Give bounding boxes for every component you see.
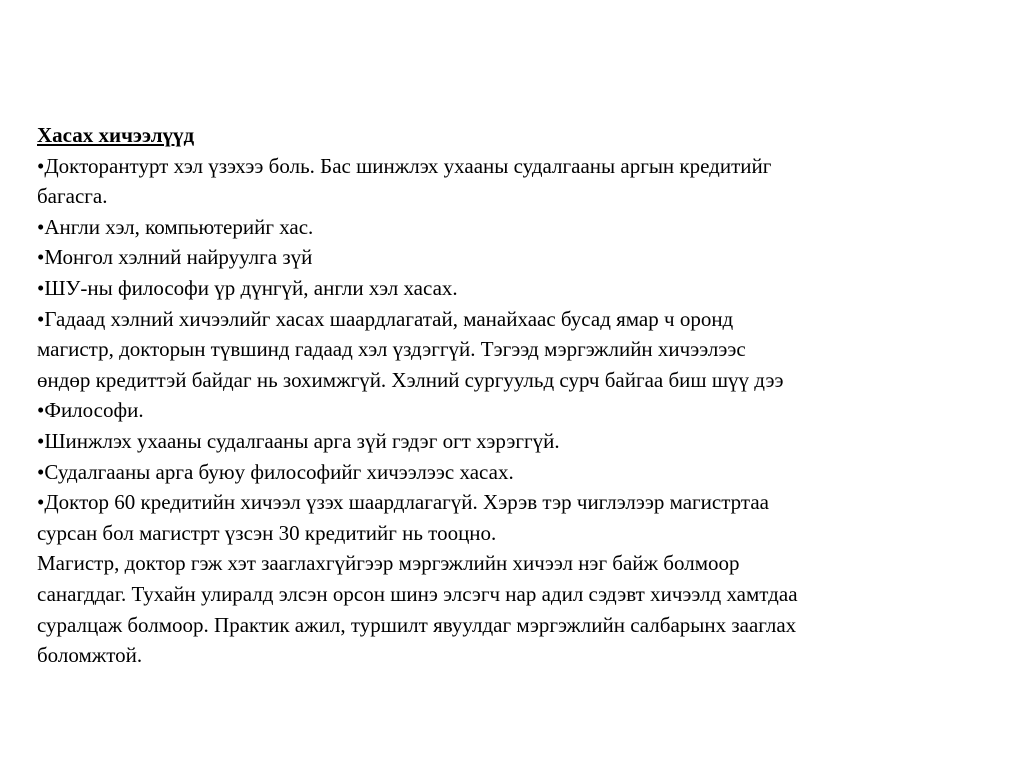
text-line: санагддаг. Тухайн улиралд элсэн орсон шинэ элсэгч нар адил сэдэвт хичээлд хамтдаа [37, 581, 798, 606]
text-line: •Шинжлэх ухааны судалгааны арга зүй гэдэг огт хэрэггүй. [37, 428, 560, 453]
text-line: •Философи. [37, 398, 144, 423]
text-line: •Гадаад хэлний хичээлийг хасах шаардлагатай, манайхаас бусад ямар ч оронд [37, 306, 734, 331]
text-line: •Доктор 60 кредитийн хичээл үзэх шаардлагагүй. Хэрэв тэр чиглэлээр магистртаа [37, 490, 769, 515]
text-line: багасга. [37, 184, 108, 209]
text-line: өндөр кредиттэй байдаг нь зохимжгүй. Хэлний сургуульд сурч байгаа биш шүү дээ [37, 367, 784, 392]
slide-heading: Хасах хичээлүүд [37, 123, 195, 147]
text-line: боломжтой. [37, 643, 143, 668]
text-line: Магистр, доктор гэж хэт зааглахгүйгээр мэргэжлийн хичээл нэг байж болмоор [37, 551, 740, 576]
text-line: •Монгол хэлний найруулга зүй [37, 245, 313, 270]
text-line: •Судалгааны арга буюу философийг хичээлээс хасах. [37, 459, 514, 484]
text-line: магистр, докторын түвшинд гадаад хэл үздэггүй. Тэгээд мэргэжлийн хичээлээс [37, 337, 746, 362]
text-block [37, 120, 997, 671]
text-line: •ШУ-ны философи үр дүнгүй, англи хэл хасах. [37, 275, 458, 300]
text-line: сурсан бол магистрт үзсэн 30 кредитийг нь тооцно. [37, 520, 497, 545]
text-line: •Англи хэл, компьютерийг хас. [37, 214, 314, 239]
text-line: суралцаж болмоор. Практик ажил, туршилт явуулдаг мэргэжлийн салбарынх зааглах [37, 612, 797, 637]
text-line: •Докторантурт хэл үзэхээ боль. Бас шинжлэх ухааны судалгааны аргын кредитийг [37, 153, 772, 178]
